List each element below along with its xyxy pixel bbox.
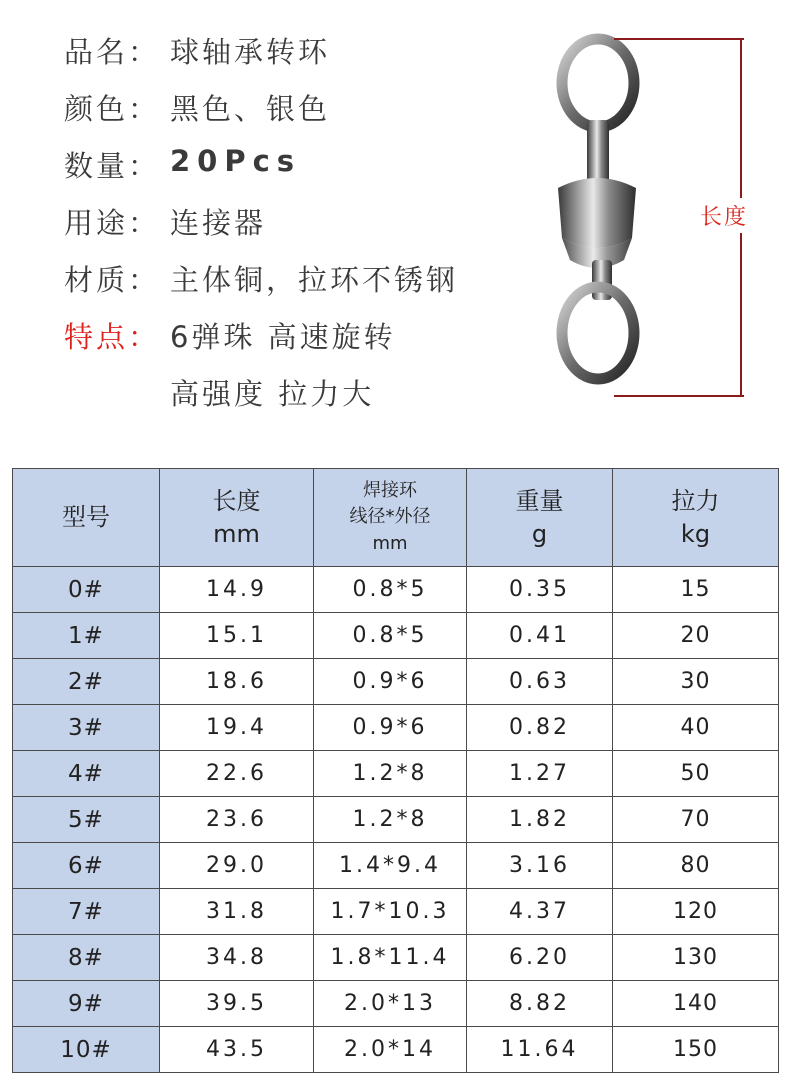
- header-wire: 焊接环 线径*外径 mm: [314, 469, 467, 567]
- spec-table: [12, 468, 779, 1073]
- cell-pull: 150: [613, 1027, 779, 1073]
- cell-pull: 30: [613, 659, 779, 705]
- cell-model: 0#: [13, 567, 160, 613]
- spec-label: 数量：: [64, 149, 161, 183]
- spec-label: 品名：: [64, 35, 161, 69]
- cell-wire: 0.9*6: [314, 705, 467, 751]
- cell-weight: 0.63: [467, 659, 613, 705]
- cell-weight: 3.16: [467, 843, 613, 889]
- spec-value: 6弹珠 高速旋转: [170, 320, 396, 354]
- spec-value: 高强度 拉力大: [170, 377, 375, 411]
- spec-value: 20Pcs: [170, 144, 302, 178]
- table-row: [13, 567, 779, 613]
- table-row: [13, 751, 779, 797]
- table-row: [13, 659, 779, 705]
- table-row: [13, 1027, 779, 1073]
- spec-value: 主体铜，拉环不锈钢: [170, 263, 459, 297]
- cell-model: 8#: [13, 935, 160, 981]
- cell-model: 4#: [13, 751, 160, 797]
- spec-feature-row: [64, 315, 396, 356]
- cell-pull: 20: [613, 613, 779, 659]
- cell-pull: 70: [613, 797, 779, 843]
- cell-weight: 4.37: [467, 889, 613, 935]
- cell-weight: 8.82: [467, 981, 613, 1027]
- cell-length: 22.6: [160, 751, 314, 797]
- cell-pull: 40: [613, 705, 779, 751]
- cell-length: 23.6: [160, 797, 314, 843]
- spec-name-row: [64, 30, 331, 71]
- spec-label: 用途：: [64, 206, 161, 240]
- cell-length: 19.4: [160, 705, 314, 751]
- dimension-label: 长度: [700, 198, 748, 233]
- cell-length: 43.5: [160, 1027, 314, 1073]
- cell-length: 29.0: [160, 843, 314, 889]
- dimension-bottom-tick: [614, 395, 744, 397]
- cell-pull: 140: [613, 981, 779, 1027]
- cell-pull: 15: [613, 567, 779, 613]
- cell-model: 6#: [13, 843, 160, 889]
- table-row: [13, 705, 779, 751]
- cell-wire: 1.2*8: [314, 751, 467, 797]
- cell-model: 7#: [13, 889, 160, 935]
- table-row: [13, 935, 779, 981]
- cell-wire: 1.8*11.4: [314, 935, 467, 981]
- cell-wire: 2.0*13: [314, 981, 467, 1027]
- cell-wire: 0.8*5: [314, 613, 467, 659]
- spec-quantity-row: [64, 144, 302, 185]
- cell-model: 3#: [13, 705, 160, 751]
- spec-usage-row: [64, 201, 267, 242]
- spec-value: 黑色、银色: [170, 92, 331, 126]
- cell-weight: 11.64: [467, 1027, 613, 1073]
- cell-length: 31.8: [160, 889, 314, 935]
- table-row: [13, 843, 779, 889]
- spec-label: 特点：: [64, 320, 161, 354]
- spec-label: 颜色：: [64, 92, 161, 126]
- spec-color-row: [64, 87, 331, 128]
- spec-label: 材质：: [64, 263, 161, 297]
- cell-model: 2#: [13, 659, 160, 705]
- cell-weight: 1.27: [467, 751, 613, 797]
- spec-value: 连接器: [170, 206, 267, 240]
- cell-pull: 50: [613, 751, 779, 797]
- cell-model: 1#: [13, 613, 160, 659]
- table-row: [13, 981, 779, 1027]
- cell-pull: 130: [613, 935, 779, 981]
- cell-length: 39.5: [160, 981, 314, 1027]
- cell-weight: 0.82: [467, 705, 613, 751]
- cell-wire: 1.2*8: [314, 797, 467, 843]
- table-row: [13, 889, 779, 935]
- table-row: [13, 613, 779, 659]
- cell-length: 14.9: [160, 567, 314, 613]
- cell-length: 18.6: [160, 659, 314, 705]
- cell-length: 15.1: [160, 613, 314, 659]
- spec-value: 球轴承转环: [170, 35, 331, 69]
- table-row: [13, 797, 779, 843]
- header-model: 型号: [13, 469, 160, 567]
- spec-material-row: [64, 258, 459, 299]
- cell-weight: 6.20: [467, 935, 613, 981]
- cell-wire: 0.9*6: [314, 659, 467, 705]
- cell-weight: 1.82: [467, 797, 613, 843]
- cell-wire: 2.0*14: [314, 1027, 467, 1073]
- cell-pull: 80: [613, 843, 779, 889]
- ball-bearing-swivel-image: [540, 28, 655, 400]
- table-header-row: [13, 469, 779, 567]
- header-length: 长度 mm: [160, 469, 314, 567]
- cell-pull: 120: [613, 889, 779, 935]
- cell-model: 5#: [13, 797, 160, 843]
- cell-model: 10#: [13, 1027, 160, 1073]
- dimension-top-tick: [614, 38, 744, 40]
- cell-wire: 0.8*5: [314, 567, 467, 613]
- header-weight: 重量 g: [467, 469, 613, 567]
- cell-weight: 0.35: [467, 567, 613, 613]
- cell-wire: 1.4*9.4: [314, 843, 467, 889]
- cell-model: 9#: [13, 981, 160, 1027]
- header-pull: 拉力 kg: [613, 469, 779, 567]
- cell-length: 34.8: [160, 935, 314, 981]
- cell-wire: 1.7*10.3: [314, 889, 467, 935]
- cell-weight: 0.41: [467, 613, 613, 659]
